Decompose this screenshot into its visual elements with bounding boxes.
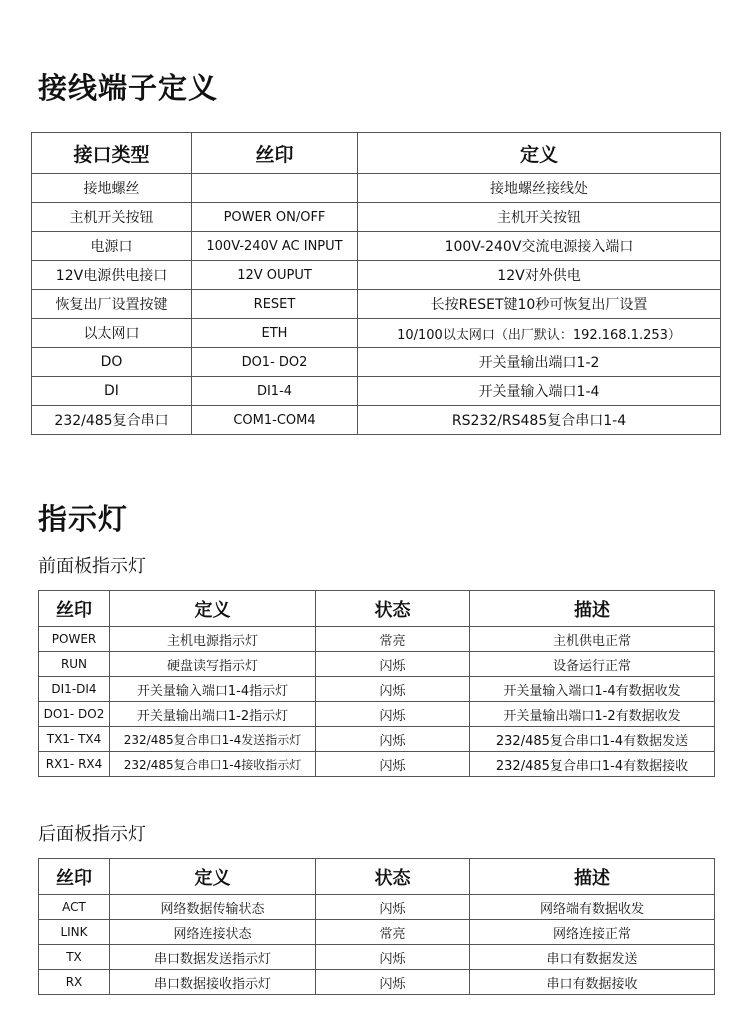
interface-type-cell: 恢复出厂设置按键 (32, 290, 192, 319)
definition-cell: 串口数据发送指示灯 (110, 945, 316, 970)
table-row (39, 627, 715, 652)
silkscreen-cell: RX (39, 970, 110, 995)
back-panel-indicator-table (38, 858, 715, 995)
silkscreen-cell: RESET (192, 290, 358, 319)
header-interface-type: 接口类型 (32, 133, 192, 174)
definition-cell: 232/485复合串口1-4接收指示灯 (110, 752, 316, 777)
status-cell: 闪烁 (316, 945, 470, 970)
table-row (39, 677, 715, 702)
header-silkscreen: 丝印 (39, 859, 110, 895)
description-cell: 开关量输入端口1-4有数据收发 (470, 677, 715, 702)
definition-cell: 100V-240V交流电源接入端口 (358, 232, 721, 261)
table-row (39, 945, 715, 970)
table-row (39, 652, 715, 677)
silkscreen-cell: DI1-4 (192, 377, 358, 406)
interface-type-cell: DO (32, 348, 192, 377)
interface-type-cell: 以太网口 (32, 319, 192, 348)
status-cell: 闪烁 (316, 970, 470, 995)
header-description: 描述 (470, 591, 715, 627)
header-definition: 定义 (110, 591, 316, 627)
silkscreen-cell: LINK (39, 920, 110, 945)
wiring-table (31, 132, 721, 435)
definition-cell: 网络数据传输状态 (110, 895, 316, 920)
definition-cell: 开关量输出端口1-2指示灯 (110, 702, 316, 727)
status-cell: 常亮 (316, 627, 470, 652)
interface-type-cell: DI (32, 377, 192, 406)
table-row (32, 406, 721, 435)
header-silkscreen: 丝印 (192, 133, 358, 174)
wiring-section-title: 接线端子定义 (38, 71, 219, 105)
definition-cell: 232/485复合串口1-4发送指示灯 (110, 727, 316, 752)
status-cell: 闪烁 (316, 702, 470, 727)
definition-cell: 10/100以太网口（出厂默认：192.168.1.253） (358, 319, 721, 348)
interface-type-cell: 电源口 (32, 232, 192, 261)
status-cell: 闪烁 (316, 727, 470, 752)
table-row (32, 377, 721, 406)
header-status: 状态 (316, 591, 470, 627)
header-definition: 定义 (358, 133, 721, 174)
definition-cell: 接地螺丝接线处 (358, 174, 721, 203)
silkscreen-cell: 12V OUPUT (192, 261, 358, 290)
silkscreen-cell: DO1- DO2 (39, 702, 110, 727)
table-row (32, 261, 721, 290)
table-row (39, 702, 715, 727)
description-cell: 主机供电正常 (470, 627, 715, 652)
table-row (32, 174, 721, 203)
table-row (39, 895, 715, 920)
definition-cell: 长按RESET键10秒可恢复出厂设置 (358, 290, 721, 319)
interface-type-cell: 12V电源供电接口 (32, 261, 192, 290)
silkscreen-cell: 100V-240V AC INPUT (192, 232, 358, 261)
description-cell: 串口有数据发送 (470, 945, 715, 970)
status-cell: 闪烁 (316, 895, 470, 920)
header-silkscreen: 丝印 (39, 591, 110, 627)
table-row (32, 203, 721, 232)
definition-cell: 主机开关按钮 (358, 203, 721, 232)
description-cell: 232/485复合串口1-4有数据接收 (470, 752, 715, 777)
definition-cell: 网络连接状态 (110, 920, 316, 945)
table-row (32, 319, 721, 348)
description-cell: 设备运行正常 (470, 652, 715, 677)
front-panel-subtitle: 前面板指示灯 (38, 556, 146, 577)
status-cell: 闪烁 (316, 677, 470, 702)
description-cell: 开关量输出端口1-2有数据收发 (470, 702, 715, 727)
interface-type-cell: 接地螺丝 (32, 174, 192, 203)
table-row (39, 970, 715, 995)
definition-cell: 开关量输入端口1-4 (358, 377, 721, 406)
status-cell: 闪烁 (316, 752, 470, 777)
silkscreen-cell: TX (39, 945, 110, 970)
silkscreen-cell: ACT (39, 895, 110, 920)
silkscreen-cell: RUN (39, 652, 110, 677)
description-cell: 网络端有数据收发 (470, 895, 715, 920)
silkscreen-cell: RX1- RX4 (39, 752, 110, 777)
interface-type-cell: 主机开关按钮 (32, 203, 192, 232)
silkscreen-cell: DO1- DO2 (192, 348, 358, 377)
description-cell: 网络连接正常 (470, 920, 715, 945)
silkscreen-cell: DI1-DI4 (39, 677, 110, 702)
table-row (32, 290, 721, 319)
front-panel-indicator-table (38, 590, 715, 777)
definition-cell: 开关量输入端口1-4指示灯 (110, 677, 316, 702)
silkscreen-cell: POWER (39, 627, 110, 652)
description-cell: 232/485复合串口1-4有数据发送 (470, 727, 715, 752)
interface-type-cell: 232/485复合串口 (32, 406, 192, 435)
status-cell: 常亮 (316, 920, 470, 945)
silkscreen-cell (192, 174, 358, 203)
indicators-section-title: 指示灯 (38, 502, 129, 536)
back-panel-subtitle: 后面板指示灯 (38, 824, 146, 845)
table-row (32, 232, 721, 261)
definition-cell: 主机电源指示灯 (110, 627, 316, 652)
definition-cell: 硬盘读写指示灯 (110, 652, 316, 677)
definition-cell: 串口数据接收指示灯 (110, 970, 316, 995)
silkscreen-cell: COM1-COM4 (192, 406, 358, 435)
header-description: 描述 (470, 859, 715, 895)
description-cell: 串口有数据接收 (470, 970, 715, 995)
table-row (39, 752, 715, 777)
header-definition: 定义 (110, 859, 316, 895)
table-row (32, 348, 721, 377)
definition-cell: RS232/RS485复合串口1-4 (358, 406, 721, 435)
status-cell: 闪烁 (316, 652, 470, 677)
table-header-row (39, 591, 715, 627)
table-header-row (39, 859, 715, 895)
definition-cell: 12V对外供电 (358, 261, 721, 290)
silkscreen-cell: POWER ON/OFF (192, 203, 358, 232)
table-header-row (32, 133, 721, 174)
silkscreen-cell: ETH (192, 319, 358, 348)
header-status: 状态 (316, 859, 470, 895)
definition-cell: 开关量输出端口1-2 (358, 348, 721, 377)
table-row (39, 920, 715, 945)
table-row (39, 727, 715, 752)
silkscreen-cell: TX1- TX4 (39, 727, 110, 752)
